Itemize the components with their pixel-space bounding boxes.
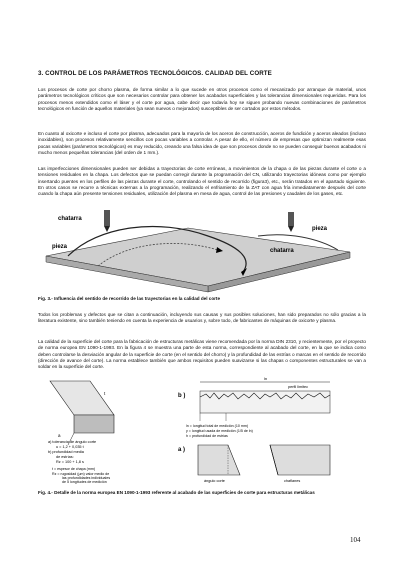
label: ángulo corte (204, 479, 225, 483)
paragraph: La calidad de la superficie del corte para la fabricación de estructuras metálicas viene recomendada por la norma DIN 2310, y recientemente, por el proyecto de norma europea EN 1090-1-1993. En la figura 4 se muestra una parte de esta norma, correspondiente al acabado del corte, en la que se indica como deben controlarse la desviación angular de la superficie de corte (en el sentido del chorro) y la profundidad de las estrías o marcas en el sentido de recorrido (dirección de avance del corte). La norma establece también que ambos requisitos pueden suavizarse si las chapas o componentes estructurales se van a soldar en la superficie del corte. (38, 339, 366, 370)
label: de 5 longitudes de medición (62, 480, 107, 484)
figure-3-cutting-direction-diagram (38, 206, 360, 294)
label: ln = longitud total de medición (10 mm) (186, 424, 249, 428)
paragraph: Todos los problemas y defectos que se citan a continuación, incluyendo sus causas y sus posibles soluciones, han sido preparados no sólo gracias a la literatura existente, sino también teniendo en cuenta la experiencia de usuarios y, sobre todo, de fabricantes de máquinas de oxicorte y plasma. (38, 312, 366, 324)
torch-icon (288, 212, 294, 226)
label: las profundidades individuales (62, 476, 111, 480)
paragraph: Las imperfecciones dimensionales pueden ser debidas a trayectorias de corte erróneas, a movimientos de la chapa o de las piezas durante el corte o a tensiones residuales en la chapa. Los defectos que se puedan corregir durante la programación del CN, utilizando trayectorias idóneas como por ejemplo insertando puentes en los perfiles de las piezas durante el corte, controlando el sentido de recorrido (figura3), etc., serán tratados en el apartado siguiente. En otros casos se recurre a técnicas externas a la programación, realizando el enfriamiento de la ZAT con agua fría inmediatamente después del corte cuando la chapa aún presente tensiones residuales, utilización del plasma en mesa de agua, control de las presiones y caudales de los gases, etc. (38, 166, 366, 197)
figure-4-en1090-diagram (38, 375, 360, 485)
label-a-small: a (58, 433, 61, 438)
section-heading: 3. CONTROL DE LOS PARÁMETROS TECNOLÓGICOS. CALIDAD DEL CORTE (38, 70, 272, 77)
label-pieza: pieza (52, 244, 68, 250)
label: h = profundidad de estrías (186, 434, 228, 438)
figure-caption: Fig. 3.- Influencia del sentido de recorrido de las trayectorias en la calidad del corte (38, 296, 221, 301)
label: b) profundidad media (48, 450, 84, 454)
figure-caption: Fig. 4.- Detalle de la norma europea EN 1090-1-1993 referente al acabado de las superficies de corte para estructuras metálicas (38, 490, 315, 495)
cut-block-face (74, 415, 114, 433)
label-t: t (104, 391, 106, 396)
label: a) tolerancia de ángulo corte (48, 440, 97, 444)
label-b: b ) (178, 393, 186, 399)
label: Rz = rugosidad (µm) valor medio de (52, 472, 110, 476)
label: t = espesor de chapa (mm) (52, 467, 96, 471)
torch-tip-icon (104, 226, 110, 232)
label: perfil limitec (288, 385, 309, 389)
torch-tip-icon (288, 226, 294, 232)
label: y = longitud usada de medición (1/5 de ln) (186, 429, 253, 433)
chamfer-block (270, 445, 330, 475)
page-number: 104 (350, 536, 361, 544)
label: chaflanes (284, 479, 301, 483)
label: u = 1,2 + 0,035 t (56, 445, 84, 449)
label: de estrías: (56, 455, 74, 459)
paragraph: En cuanto al oxicorte e incluso el corte por plasma, adecuados para la mayoría de los aceros de construcción, aceros de fundición y aceros aleados (incluso inoxidables), son procesos relativamente sencillos con pocas variables a controlar. A pesar de ello, el número de empresas que optimizan realmente esas pocas variables (parámetros tecnológicos) es muy reducido, creando una falsa idea de que son procesos donde no se pueden conseguir buenos acabados ni mucho menos pequeñas tolerancias (del orden de 1 mm.). (38, 131, 366, 155)
label-a: a ) (178, 447, 186, 453)
label: Rz = 100 + 1,8 s (56, 460, 84, 464)
label-ln: ln (264, 376, 268, 381)
torch-icon (104, 210, 110, 226)
angle-block (198, 445, 240, 475)
label-chatarra: chatarra (270, 248, 294, 254)
label-chatarra: chatarra (58, 216, 82, 222)
label-pieza: pieza (312, 226, 328, 232)
cut-block (50, 381, 114, 415)
paragraph: Los procesos de corte por chorro plasma, de forma similar a lo que sucede en otros procesos como el mecanizado por arranque de material, unos parámetros tecnológicos críticos que son necesarios controlar para obtener los acabados superficiales y las tolerancias dimensionales requeridas. Para los procesos menos extendidos como el láser y el corte por agua, cabe decir que todavía hoy se siguen probando nuevas combinaciones de parámetros tecnológicos en función de aquellos materiales (ya sean nuevos o mejorados) susceptibles de ser cortados por estos métodos. (38, 87, 366, 111)
steel-plate (46, 228, 350, 286)
